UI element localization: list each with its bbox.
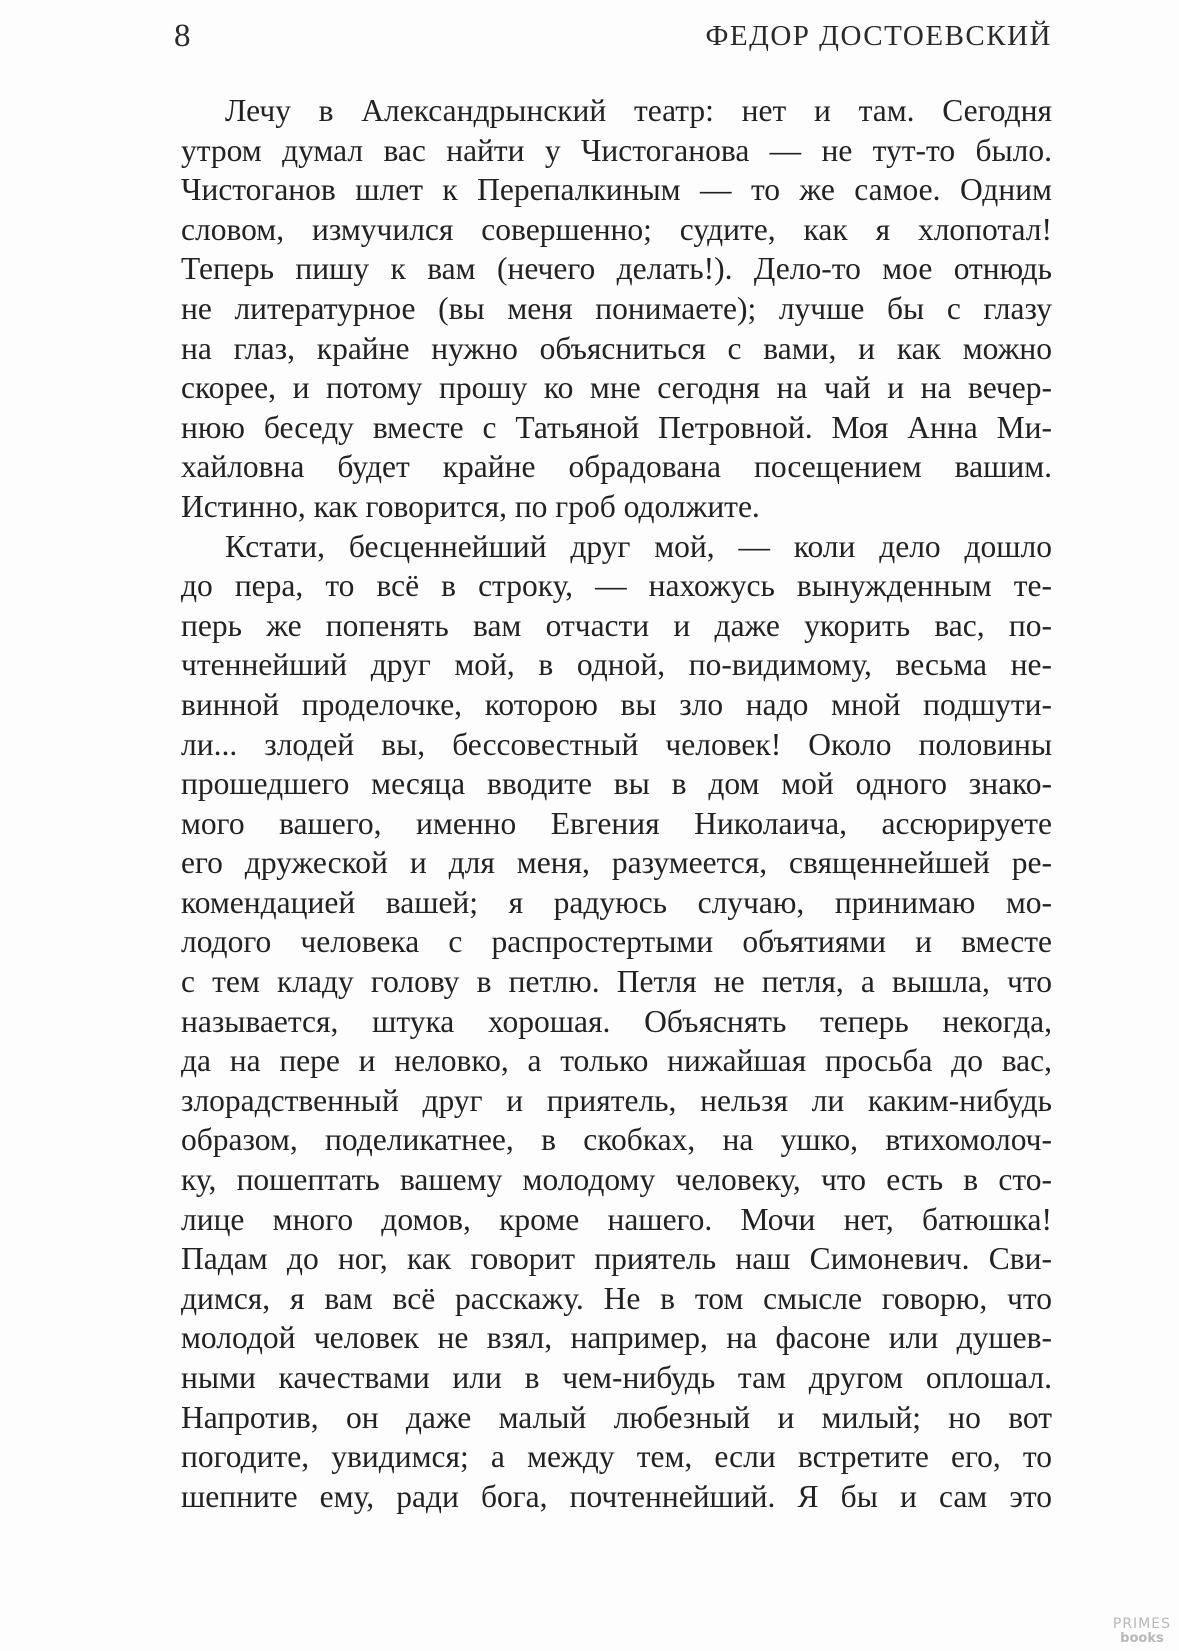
text-line: Падам до ног, как говорит приятель наш Симоневич. Сви- [181,1241,1052,1277]
text-line: чтеннейший друг мой, в одной, по-видимому, весьма не- [181,647,1052,683]
text-line: димся, я вам всё расскажу. Не в том смысле говорю, что [181,1280,1052,1316]
text-line: ными качествами или в чем-нибудь там другом оплошал. [181,1360,1052,1395]
text-line: до пера, то всё в строку, — нахожусь вынужденным те- [181,568,1052,604]
text-line: винной проделочке, которою вы зло надо мной подшути- [181,686,1052,722]
text-line: перь же попенять вам отчасти и даже укорить вас, по- [181,607,1052,643]
text-line: да на пере и неловко, а только нижайшая просьба до вас, [181,1043,1052,1079]
page-number: 8 [174,18,191,54]
watermark-line-1: PRIMES [1112,1616,1171,1632]
text-line: Кстати, бесценнейший друг мой, — коли дело дошло [225,528,1052,564]
text-line: прошедшего месяца вводите вы в дом мой одного знако- [181,766,1052,802]
text-line: лице много домов, кроме нашего. Мочи нет, батюшка! [181,1201,1052,1237]
text-line: с тем кладу голову в петлю. Петля не петля, а вышла, что [181,964,1052,1000]
text-line: ку, пошептать вашему молодому человеку, что есть в сто- [181,1162,1052,1198]
watermark-line-2: books [1120,1631,1164,1646]
body-text [181,91,1052,1516]
text-line: молодой человек не взял, например, на фасоне или душев- [181,1320,1052,1356]
text-line: называется, штука хорошая. Объяснять теперь некогда, [181,1003,1052,1039]
publisher-watermark [1113,1617,1171,1645]
text-line: ли... злодей вы, бессовестный человек! Около половины [181,726,1052,762]
text-line: лодого человека с распростертыми объятиями и вместе [181,924,1052,960]
text-line: Истинно, как говорится, по гроб одолжите. [181,488,760,524]
page-header [174,12,1052,62]
text-line: образом, поделикатнее, в скобках, на ушко, втихомолоч- [181,1122,1052,1158]
text-line: его дружеской и для меня, разумеется, священнейшей ре- [181,845,1052,881]
text-line: комендацией вашей; я радуюсь случаю, принимаю мо- [181,884,1052,920]
paragraph [181,91,1052,527]
text-line: Чистоганов шлет к Перепалкиным — то же самое. Одним [181,172,1052,208]
text-line: нюю беседу вместе с Татьяной Петровной. Моя Анна Ми- [181,409,1052,445]
text-line: Теперь пишу к вам (нечего делать!). Дело-то мое отнюдь [181,251,1052,287]
text-line: утром думал вас найти у Чистоганова — не тут-то было. [181,132,1052,168]
text-line: скорее, и потому прошу ко мне сегодня на чай и на вечер- [181,370,1052,406]
paragraph [181,527,1052,1517]
text-line: шепните ему, ради бога, почтеннейший. Я бы и сам это [181,1478,1052,1514]
text-line: Напротив, он даже малый любезный и милый; но вот [181,1399,1052,1435]
text-line: хайловна будет крайне обрадована посещением вашим. [181,449,1052,485]
text-line: словом, измучился совершенно; судите, как я хлопотал! [181,211,1052,247]
text-line: мого вашего, именно Евгения Николаича, ассюрируете [181,805,1052,841]
text-line: злорадственный друг и приятель, нельзя ли каким-нибудь [181,1082,1052,1118]
text-line: погодите, увидимся; а между тем, если встретите его, то [181,1439,1052,1475]
text-line: Лечу в Александрынский театр: нет и там. Сегодня [225,93,1052,128]
running-title: ФЕДОР ДОСТОЕВСКИЙ [705,20,1052,52]
text-line: на глаз, крайне нужно объясниться с вами, и как можно [181,330,1052,366]
text-line: не литературное (вы меня понимаете); лучше бы с глазу [181,290,1052,326]
